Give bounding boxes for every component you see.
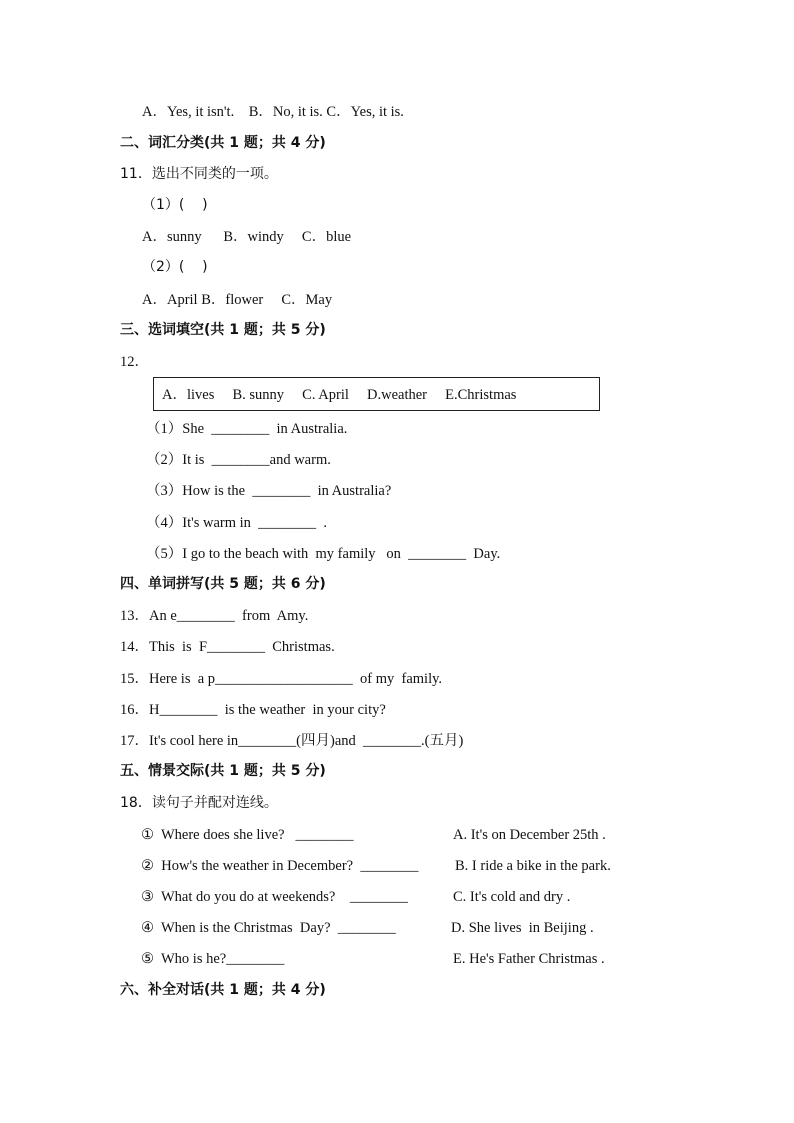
q18-left-2: ② How's the weather in December? ________ bbox=[141, 858, 419, 874]
section-5-heading: 五、情景交际(共 1 题；共 5 分) bbox=[120, 763, 326, 779]
q14: 14．This is F________ Christmas. bbox=[120, 639, 335, 655]
section-6-heading: 六、补全对话(共 1 题；共 4 分) bbox=[120, 982, 326, 998]
q18-left-5: ⑤ Who is he?________ bbox=[141, 951, 285, 967]
q18-stem: 18．读句子并配对连线。 bbox=[120, 795, 278, 811]
q11-sub1-options: A．sunny B．windy C．blue bbox=[142, 229, 352, 245]
q18-right-d: D. She lives in Beijing . bbox=[451, 920, 594, 936]
q12-number: 12． bbox=[120, 354, 149, 370]
q11-stem: 11．选出不同类的一项。 bbox=[120, 166, 278, 182]
q18-left-3: ③ What do you do at weekends? ________ bbox=[141, 889, 408, 905]
section-3-heading: 三、选词填空(共 1 题；共 5 分) bbox=[120, 322, 326, 338]
q12-item-2: （2）It is ________and warm. bbox=[146, 452, 331, 468]
q15: 15．Here is a p___________________ of my family. bbox=[120, 671, 443, 687]
q18-right-e: E. He's Father Christmas . bbox=[453, 951, 605, 967]
q17: 17．It's cool here in________(四月)and ________.(五月) bbox=[120, 733, 464, 749]
q18-right-c: C. It's cold and dry . bbox=[453, 889, 571, 905]
q18-right-b: B. I ride a bike in the park. bbox=[455, 858, 611, 874]
q12-item-5: （5）I go to the beach with my family on ________ Day. bbox=[146, 546, 501, 562]
q12-item-4: （4）It's warm in ________ . bbox=[146, 515, 328, 531]
section-2-heading: 二、词汇分类(共 1 题；共 4 分) bbox=[120, 135, 326, 151]
q12-item-3: （3）How is the ________ in Australia? bbox=[146, 483, 392, 499]
q11-sub1: （1）( ) bbox=[142, 197, 208, 213]
q10-options: A．Yes, it isn't. B．No, it is. C．Yes, it is. bbox=[142, 104, 404, 120]
q16: 16．H________ is the weather in your city? bbox=[120, 702, 386, 718]
q12-word-box-text: A．lives B. sunny C. April D.weather E.Christmas bbox=[162, 387, 517, 403]
q18-left-1: ① Where does she live? ________ bbox=[141, 827, 354, 843]
section-4-heading: 四、单词拼写(共 5 题；共 6 分) bbox=[120, 576, 326, 592]
q12-word-box bbox=[153, 377, 600, 411]
q11-sub2-options: A．April B．flower C．May bbox=[142, 292, 333, 308]
q12-item-1: （1）She ________ in Australia. bbox=[146, 421, 348, 437]
q13: 13．An e________ from Amy. bbox=[120, 608, 309, 624]
q11-sub2: （2）( ) bbox=[142, 259, 208, 275]
q18-left-4: ④ When is the Christmas Day? ________ bbox=[141, 920, 396, 936]
q18-right-a: A. It's on December 25th . bbox=[453, 827, 606, 843]
